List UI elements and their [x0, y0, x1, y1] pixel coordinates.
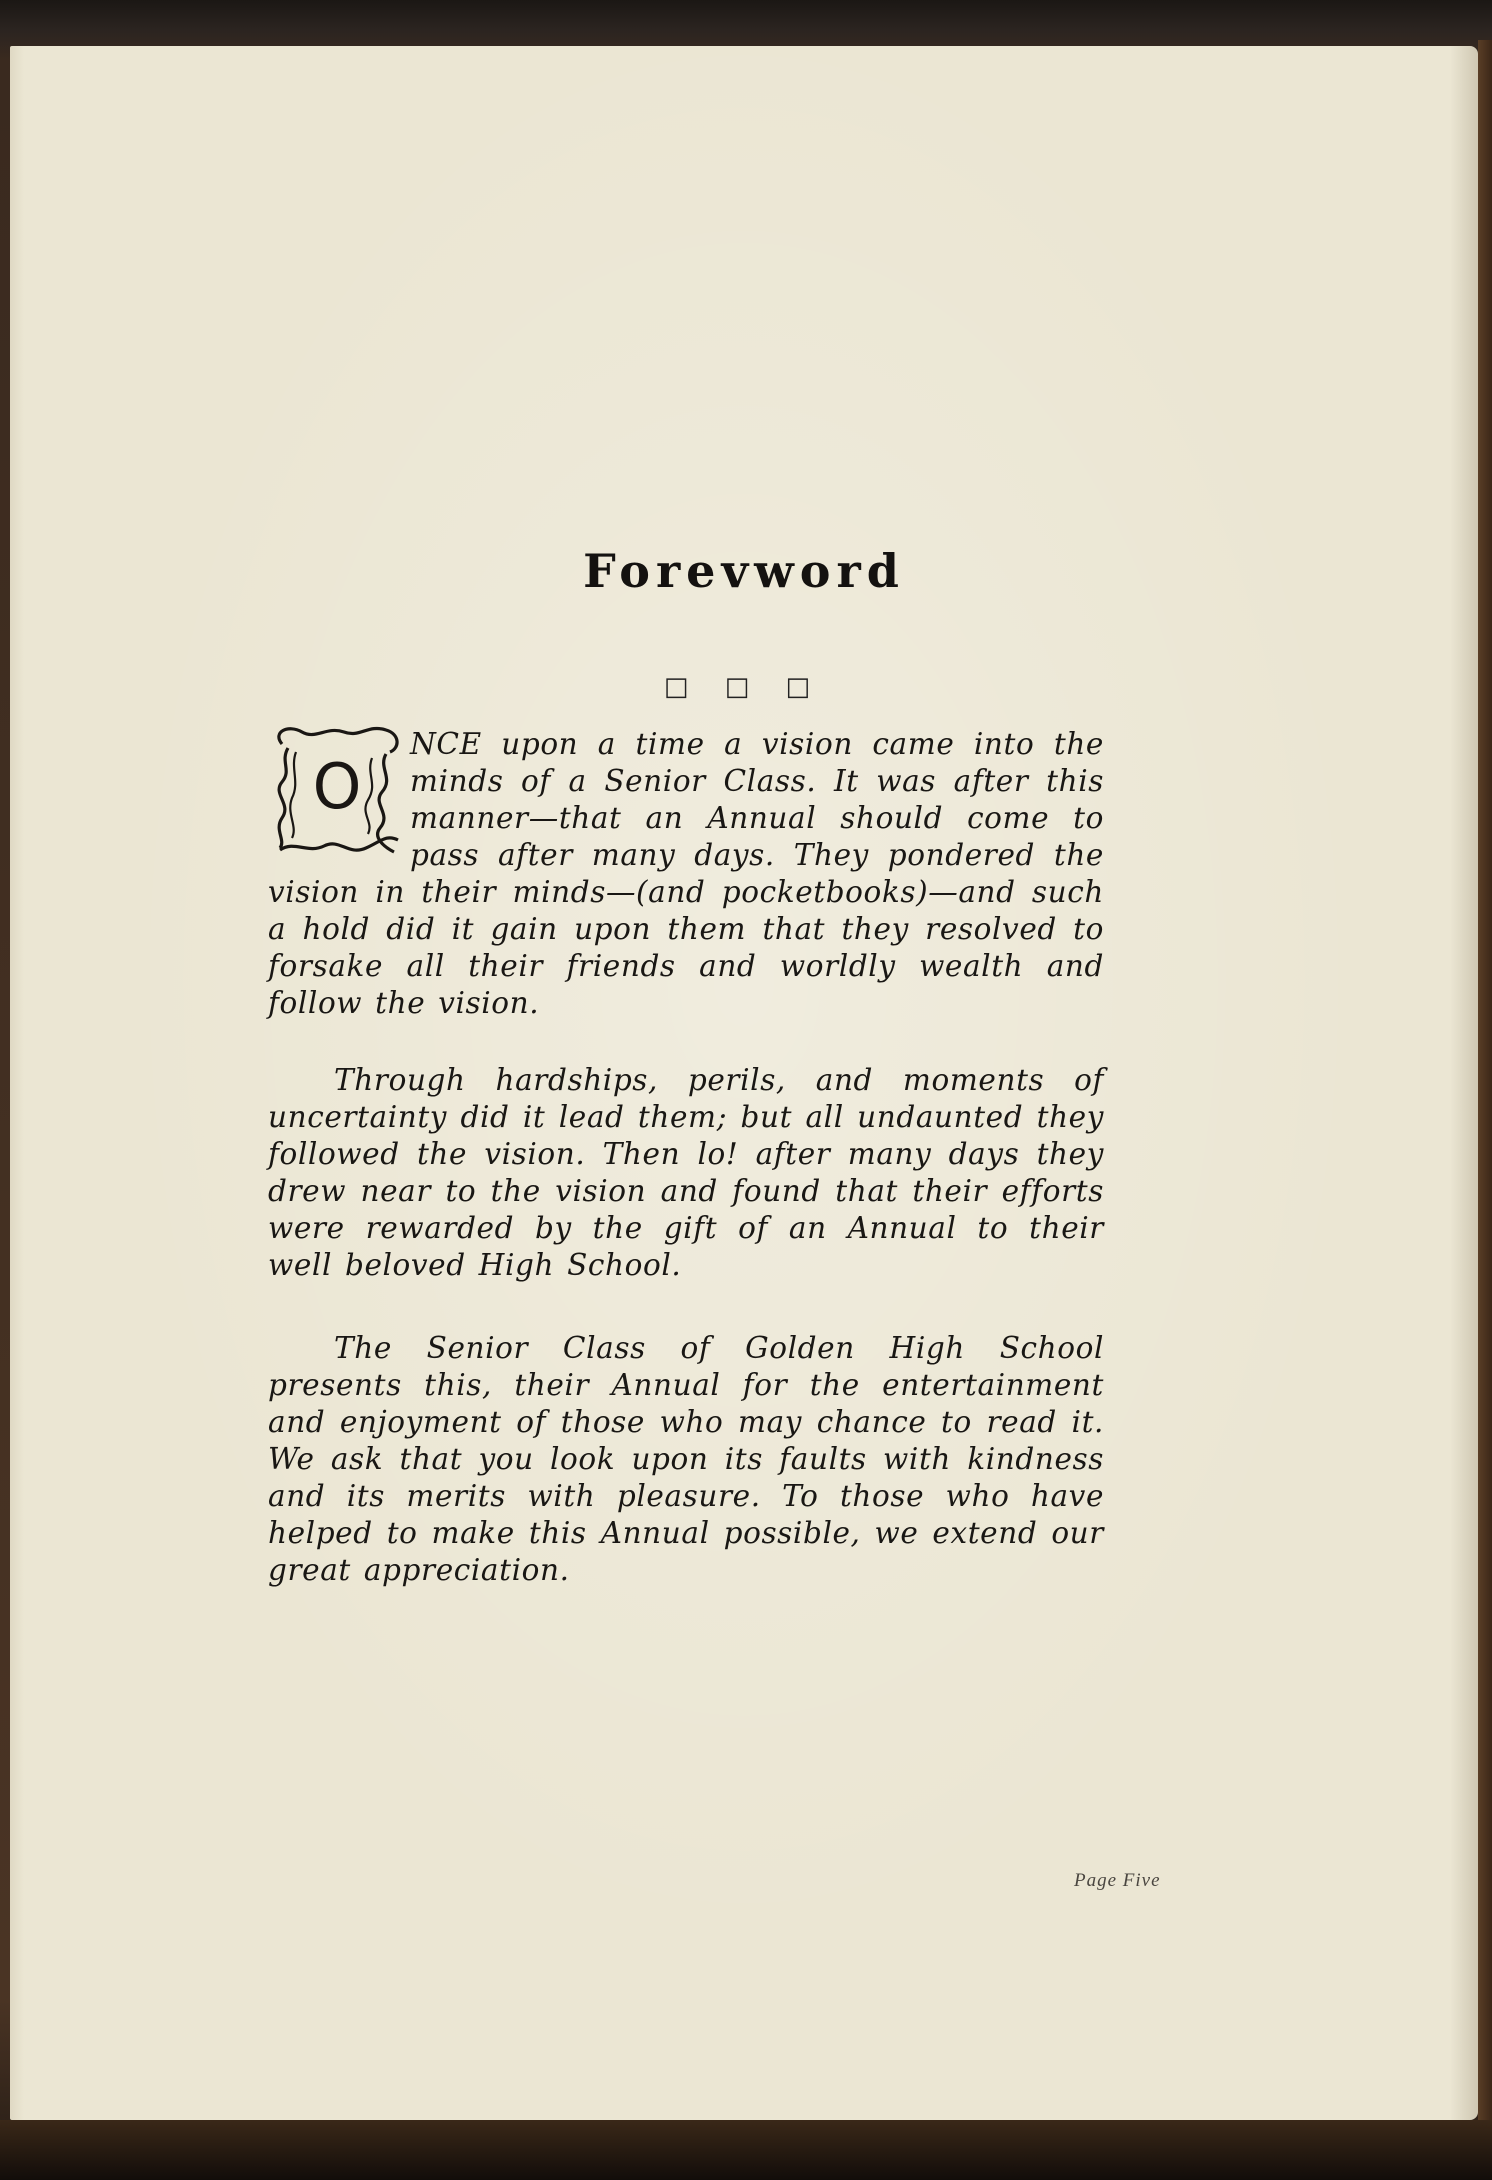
paragraph-1 [268, 726, 1104, 1022]
paragraph-2 [268, 1062, 1104, 1284]
paragraph-1-text: NCE upon a time a vision came into the minds of a Senior Class. It was after this manner—that an Annual should come to pass after many days. They pondered the vision in their minds—(and pocketbooks)—and such a hold did it gain upon them that they resolved to forsake all their friends and worldly wealth and follow the vision. [268, 727, 1104, 1020]
page-number: Page Five [1074, 1870, 1161, 1891]
document-page [10, 46, 1478, 2120]
paragraph-2-text: Through hardships, perils, and moments of uncertainty did it lead them; but all undaunted they followed the vision. Then lo! after many days they drew near to the vision and found that their efforts were rewarded by the gift of an Annual to their well beloved High School. [268, 1063, 1104, 1282]
book-edge-right [1478, 40, 1492, 2140]
ornament-squares: □ □ □ [663, 672, 825, 702]
page-title: Forevword [583, 544, 905, 598]
paragraph-3 [268, 1330, 1104, 1589]
paragraph-3-text: The Senior Class of Golden High School presents this, their Annual for the entertainment and enjoyment of those who may chance to read it. We ask that you look upon its faults with kindness and its merits with pleasure. To those who have helped to make this Annual possible, we extend our great appreciation. [268, 1331, 1104, 1587]
drop-cap-letter: O [312, 750, 362, 823]
book-edge-bottom [0, 2120, 1492, 2180]
